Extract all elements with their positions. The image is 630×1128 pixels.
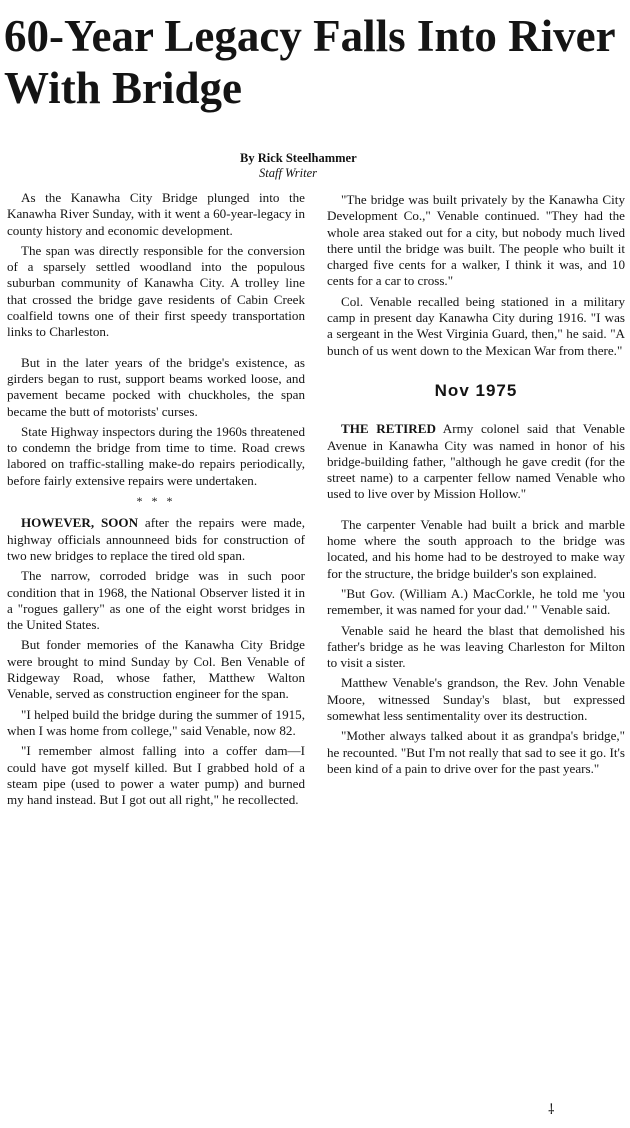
paragraph: "The bridge was built privately by the Kanawha City Development Co.," Venable continued. "They had the whole area staked out for a city, but nobody much lived there until the bridge was built. The people who built it charged five cents for a walker, I think it was, and 10 cents for a car to cross." (327, 192, 625, 289)
scan-artifact-mark: ⸸ (548, 1103, 555, 1118)
right-column (327, 192, 625, 781)
paragraph: But in the later years of the bridge's existence, as girders began to rust, support beams worked loose, and pavement became pocked with chuckholes, the span became the butt of motorists' curses. (7, 354, 305, 419)
paragraph: But fonder memories of the Kanawha City Bridge were brought to mind Sunday by Col. Ben Venable of Ridgeway Road, whose father, Matthew Walton Venable, served as construction engineer for the span. (7, 637, 305, 702)
paragraph: "I helped build the bridge during the summer of 1915, when I was home from college," said Venable, now 82. (7, 706, 305, 738)
byline: By Rick Steelhammer (240, 151, 357, 165)
section-separator: * * * (136, 494, 176, 509)
left-column (7, 190, 305, 812)
paragraph: The narrow, corroded bridge was in such poor condition that in 1968, the National Observer listed it in a "rogues gallery" as one of the eight worst bridges in the United States. (7, 568, 305, 633)
paragraph: Col. Venable recalled being stationed in a military camp in present day Kanawha City during 1916. "I was a sergeant in the West Virginia Guard, then," he said. "A bunch of us went down to the Mexican War from there." (327, 293, 625, 358)
date-stamp: Nov 1975 (434, 380, 518, 400)
paragraph (7, 515, 305, 564)
paragraph: "But Gov. (William A.) MacCorkle, he told me 'you remember, it was named for your dad.' " Venable said. (327, 585, 625, 618)
paragraph: The carpenter Venable had built a brick and marble home where the south approach to the bridge was located, and his home had to be destroyed to make way for the structure, the bridge builder's son explained. (327, 516, 625, 581)
lead-in-caps: HOWEVER, SOON (21, 515, 139, 531)
paragraph: As the Kanawha City Bridge plunged into the Kanawha River Sunday, with it went a 60-year-legacy in county history and economic development. (7, 190, 305, 238)
lead-in-text: after the repairs were made, highway officials announneed bids for construction of two new bridges to replace the tired old span. (7, 515, 305, 563)
paragraph: State Highway inspectors during the 1960s threatened to condemn the bridge from time to time. Road crews labored on traffic-stalling make-do repairs periodically, before fairly extensive repairs were undertaken. (7, 423, 305, 488)
paragraph: "I remember almost falling into a coffer dam—I could have got myself killed. But I grabbed hold of a steam pipe (used to power a water pump) and burned my hand instead. But I got out all right," he recollected. (7, 743, 305, 808)
paragraph: Matthew Venable's grandson, the Rev. John Venable Moore, witnessed Sunday's blast, but expressed somewhat less sentimentality over its destruction. (327, 675, 625, 724)
paragraph: The span was directly responsible for the conversion of a sparsely settled woodland into the populous suburban community of Kanawha City. A trolley line that crossed the bridge gave residents of Cabin Creek coalfield towns one of their first speedy transportation links to Charleston. (7, 242, 305, 340)
staff-writer-label: Staff Writer (259, 166, 317, 180)
paragraph: Venable said he heard the blast that demolished his father's bridge as he was leaving Charleston for Milton to visit a sister. (327, 622, 625, 671)
paragraph (327, 421, 625, 502)
headline: 60-Year Legacy Falls Into River With Bridge (4, 11, 615, 113)
lead-in-caps: THE RETIRED (341, 421, 436, 437)
paragraph: "Mother always talked about it as grandpa's bridge," he recounted. "But I'm not really that sad to see it go. It's been kind of a pain to drive over for the past years." (327, 728, 625, 776)
lead-in-text: Army colonel said that Venable Avenue in Kanawha City was named in honor of his bridge-building father, "although he gave credit (for the street name) to a carpenter fellow named Venable who used to live over by Mission Hollow." (327, 421, 625, 502)
